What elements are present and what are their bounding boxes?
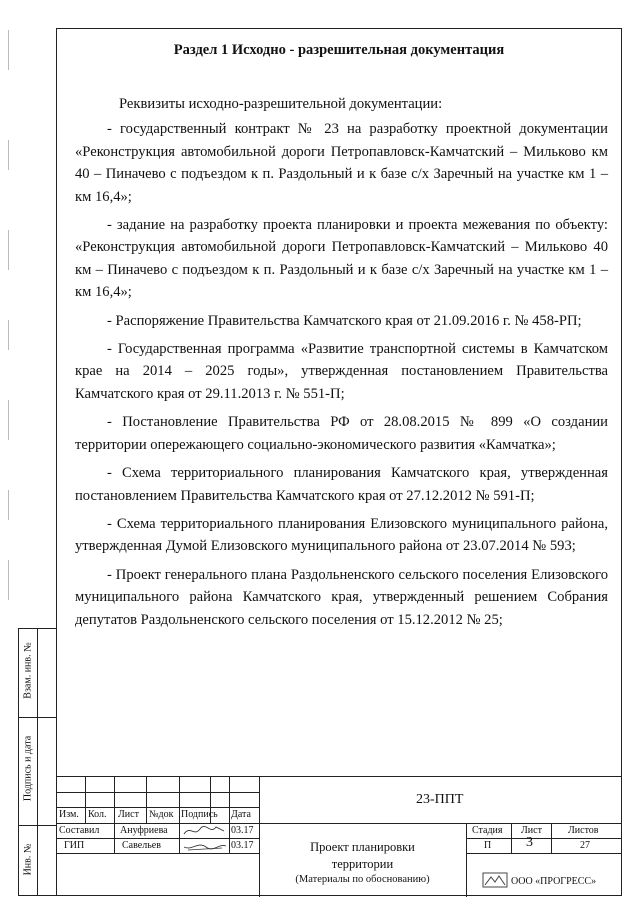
doc-title-line2: территории — [331, 857, 394, 871]
paragraph-intro: Реквизиты исходно-разрешительной документации: — [119, 96, 443, 112]
company-logo-icon — [481, 869, 509, 891]
row-gip-date: 03.17 — [231, 840, 254, 851]
company-name: ООО «ПРОГРЕСС» — [511, 876, 597, 887]
paragraph-order: - Распоряжение Правительства Камчатского края от 21.09.2016 г. № 458-РП; — [107, 312, 582, 329]
row-gip-name: Савельев — [122, 840, 161, 851]
sheets-label: Листов — [568, 825, 599, 836]
doc-subtitle: (Материалы по обоснованию) — [295, 874, 430, 885]
doc-title-line1: Проект планировки — [310, 840, 415, 854]
section-title: Раздел 1 Исходно - разрешительная документация — [173, 42, 505, 58]
paragraph-assignment: - задание на разработку проекта планировки и проекта межевания по объекту: «Реконструкция автомобильной дороги Петропавловск-Камчатский – Мильково 40 км – Пиначево с подъездом к п. Раздольный и к базе с/х Заречный на участке км 1 – км 16,4»; — [75, 217, 608, 301]
paragraph-regional-scheme: - Схема территориального планирования Камчатского края, утвержденная постановлением Правительства Камчатского края от 27.12.2012 № 591-П; — [75, 465, 608, 504]
header-podpis: Подпись — [181, 809, 218, 820]
header-list: Лист — [118, 809, 139, 820]
scan-edge-marks — [4, 20, 18, 620]
header-data: Дата — [231, 809, 251, 820]
side-stamp-vzam: Взам. инв. № — [22, 642, 34, 699]
paragraph-decree: - Постановление Правительства РФ от 28.08.2015 № 899 «О создании территории опережающего социально-экономического развития «Камчатка»; — [75, 414, 608, 453]
title-block — [56, 776, 622, 897]
side-stamp-podpis: Подпись и дата — [22, 735, 34, 802]
header-izm: Изм. — [59, 809, 79, 820]
paragraph-program: - Государственная программа «Развитие транспортной системы в Камчатском крае на 2014 – 2025 годы», утвержденная постановлением Правительства Камчатского края от 29.11.2013 г. № 551-П; — [75, 341, 608, 402]
paragraph-contract: - государственный контракт № 23 на разработку проектной документации «Реконструкция автомобильной дороги Петропавловск-Камчатский – Мильково км 40 – Пиначево с подъездом к п. Раздольный и к базе с/х Заречный на участке км 1 – км 16,4»; — [75, 121, 608, 205]
paragraph-district-scheme: - Схема территориального планирования Елизовского муниципального района, утвержденная Думой Елизовского муниципального района от 23.07.2014 № 593; — [75, 515, 608, 555]
document-body — [75, 93, 608, 637]
paragraph-master-plan: - Проект генерального плана Раздольненского сельского поселения Елизовского муниципального района Камчатского края, утвержденный решением Собрания депутатов Раздольненского сельского поселения от 15.12.2012 № 25; — [75, 566, 608, 628]
row-author-role: Составил — [59, 825, 100, 836]
document-code: 23-ППТ — [416, 792, 464, 807]
side-stamp — [18, 628, 56, 896]
signature-gip — [182, 838, 228, 853]
stage-value: П — [484, 840, 492, 851]
row-author-name: Ануфриева — [120, 825, 168, 836]
header-kol: Кол. — [88, 809, 107, 820]
sheet-value: 3 — [526, 835, 533, 850]
sheets-value: 27 — [580, 840, 590, 851]
side-stamp-inv: Инв. № — [22, 843, 34, 876]
signature-author — [182, 823, 226, 838]
stage-label: Стадия — [472, 825, 503, 836]
row-gip-role: ГИП — [64, 840, 85, 851]
header-ndok: №док — [149, 809, 174, 820]
row-author-date: 03.17 — [231, 825, 254, 836]
sheet-label: Лист — [521, 825, 542, 836]
